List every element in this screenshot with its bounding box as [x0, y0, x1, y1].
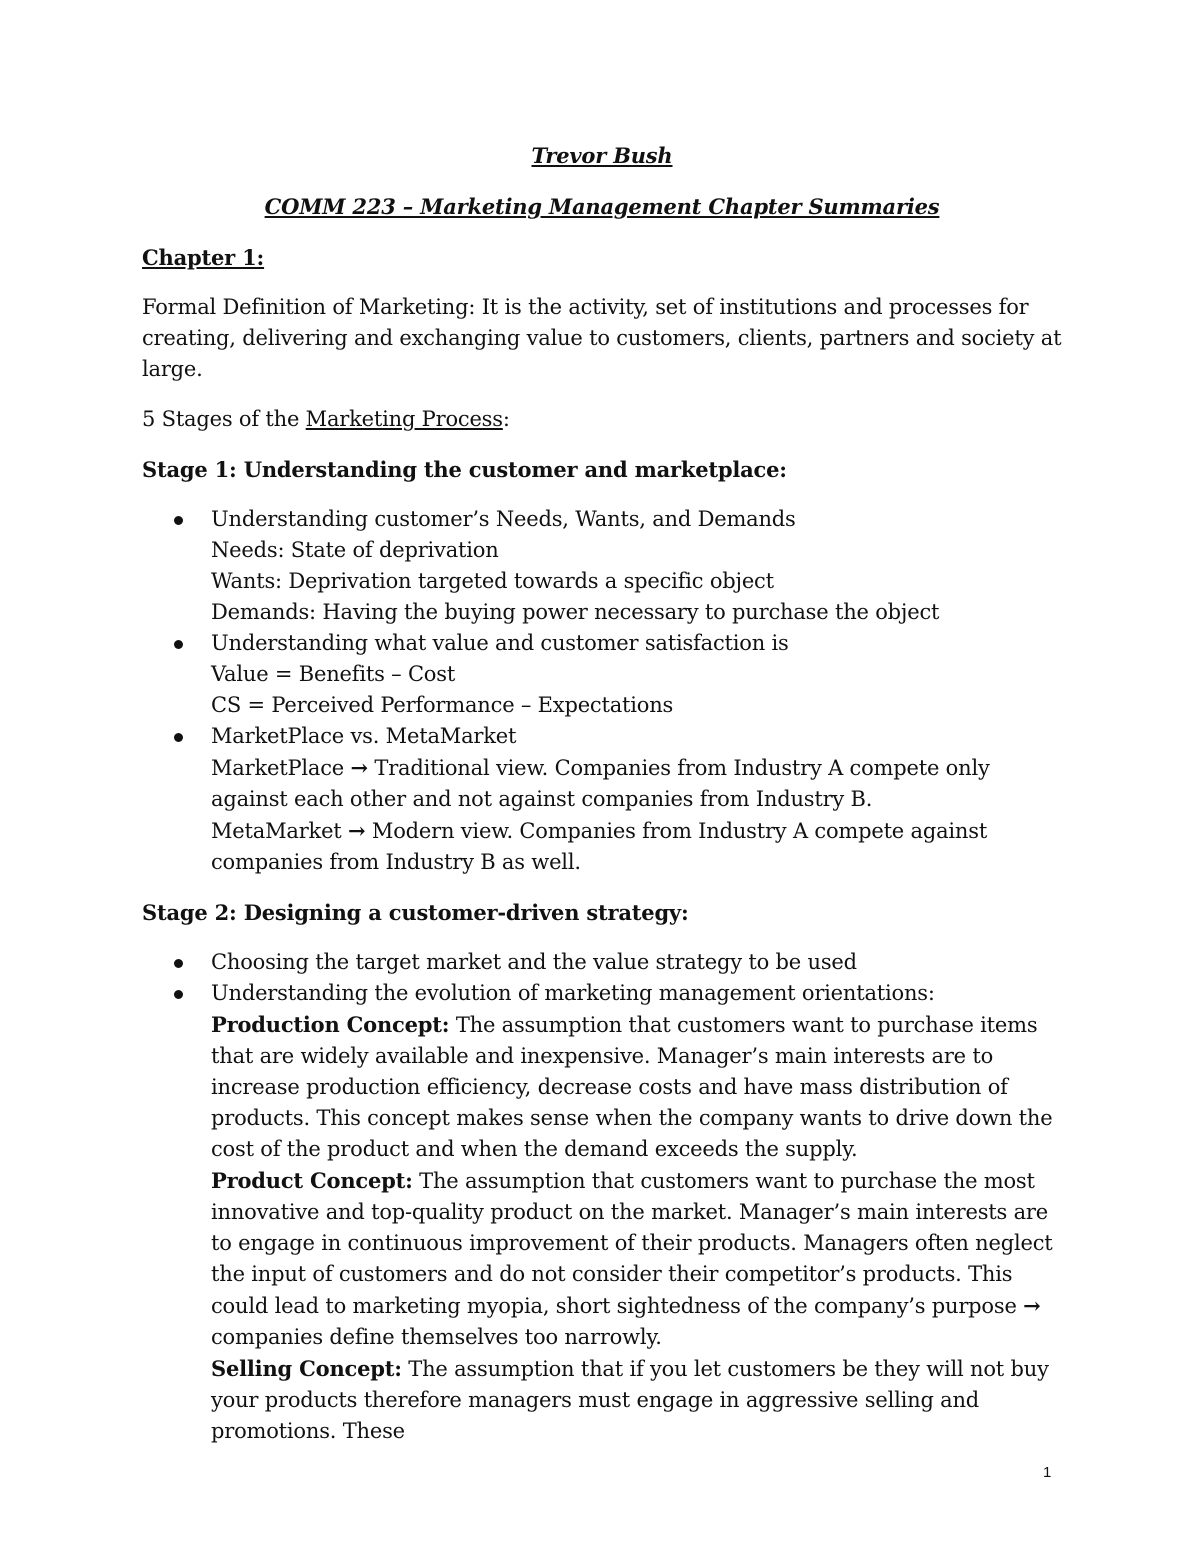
value-satisfaction-title: Understanding what value and customer satisfaction is: [211, 631, 789, 655]
bullet-icon: [174, 733, 183, 742]
needs-wants-demands-title: Understanding customer’s Needs, Wants, and Demands: [211, 507, 796, 531]
chapter-heading: Chapter 1:: [142, 245, 265, 270]
production-concept-term: Production Concept:: [211, 1012, 450, 1037]
arrow-right-icon: →: [350, 755, 368, 780]
metamarket-description: [211, 815, 1062, 878]
orientations-title: Understanding the evolution of marketing management orientations:: [211, 981, 935, 1005]
bullet-icon: [174, 959, 183, 968]
metamarket-text: Modern view. Companies from Industry A compete against companies from Industry B as well.: [211, 819, 988, 874]
list-item: [142, 628, 1062, 721]
product-concept-term: Product Concept:: [211, 1168, 413, 1193]
bullet-icon: [174, 516, 183, 525]
stages-intro-suffix: :: [502, 407, 510, 431]
stage-1-heading: Stage 1: Understanding the customer and marketplace:: [142, 457, 787, 482]
selling-concept-text: The assumption that if you let customers be they will not buy your products therefore managers must engage in aggressive selling and promotions. These: [211, 1357, 1049, 1443]
selling-concept-term: Selling Concept:: [211, 1356, 402, 1381]
document-body: [142, 140, 1062, 1466]
bullet-icon: [174, 640, 183, 649]
stage-2-heading: Stage 2: Designing a customer-driven strategy:: [142, 900, 689, 925]
product-concept-text: The assumption that customers want to purchase the most innovative and top-quality product on the market. Manager’s main interests are to engage in continuous improvement of their products. Managers often neglect the input of customers and do not consider their competitor’s products. This could lead to marketing myopia, short sightedness of the company’s purpose: [211, 1169, 1053, 1318]
marketplace-term: MarketPlace: [211, 756, 345, 780]
marketing-process-label: Marketing Process: [305, 407, 503, 431]
list-item: [142, 978, 1062, 1447]
list-item: [142, 947, 1062, 978]
value-formula: Value = Benefits – Cost: [211, 662, 456, 686]
production-concept: [211, 1009, 1062, 1165]
arrow-right-icon: →: [348, 818, 366, 843]
wants-definition: Wants: Deprivation targeted towards a specific object: [211, 569, 774, 593]
marketplace-vs-metamarket-title: MarketPlace vs. MetaMarket: [211, 724, 517, 748]
marketplace-text: Traditional view. Companies from Industry A compete only against each other and not against companies from Industry B.: [211, 756, 990, 811]
arrow-right-icon: →: [1023, 1293, 1041, 1318]
bullet-icon: [174, 990, 183, 999]
production-concept-text: The assumption that customers want to purchase items that are widely available and inexpensive. Manager’s main interests are to increase production efficiency, decrease costs and have mass distribution of products. This concept makes sense when the company wants to drive down the cost of the product and when the demand exceeds the supply.: [211, 1013, 1053, 1161]
marketing-definition: Formal Definition of Marketing: It is the activity, set of institutions and processes for creating, delivering and exchanging value to customers, clients, partners and society at large.: [142, 295, 1062, 381]
product-concept-text-end: companies define themselves too narrowly.: [211, 1325, 662, 1349]
marketplace-description: [211, 752, 1062, 815]
list-item: [142, 504, 1062, 628]
metamarket-term: MetaMarket: [211, 819, 342, 843]
page-number: 1: [1043, 1464, 1052, 1481]
course-title: COMM 223 – Marketing Management Chapter Summaries: [264, 194, 940, 219]
stage-2-list: [142, 947, 1062, 1447]
demands-definition: Demands: Having the buying power necessary to purchase the object: [211, 600, 940, 624]
cs-formula: CS = Perceived Performance – Expectations: [211, 693, 674, 717]
stages-intro-prefix: 5 Stages of the: [142, 407, 306, 431]
author-name: Trevor Bush: [531, 143, 673, 168]
stages-intro: [142, 404, 1062, 435]
list-item: [142, 721, 1062, 878]
selling-concept: [211, 1353, 1062, 1447]
needs-definition: Needs: State of deprivation: [211, 538, 499, 562]
target-market-item: Choosing the target market and the value strategy to be used: [211, 950, 857, 974]
product-concept: [211, 1165, 1062, 1353]
stage-1-list: [142, 504, 1062, 878]
